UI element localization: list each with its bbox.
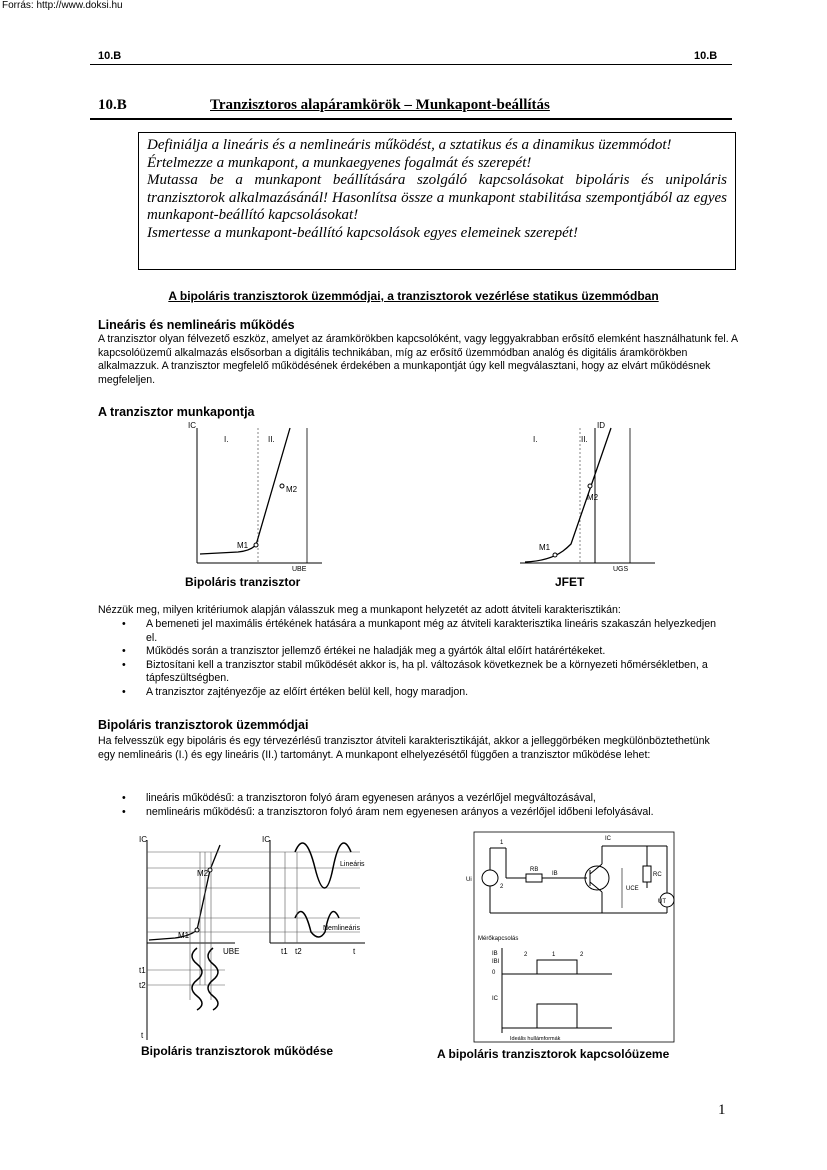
modes-item: • nemlineáris működésű: a tranzisztoron folyó áram nem egyenesen arányos a vezérlőjel időbeni lefolyásával. (98, 806, 758, 820)
sw-node1: 1 (500, 840, 504, 846)
sw-rc: RC (653, 872, 662, 878)
op-m2: M2 (197, 869, 209, 878)
operation-figure (135, 830, 375, 1045)
title-rule (90, 118, 732, 120)
op-t1: t1 (281, 947, 288, 956)
modes-text: Ha felvesszük egy bipoláris és egy térvezérlésű tranzisztor átviteli karakterisztikáját, akkor a jelleggörbéken megkülönböztethetünk egy nemlineáris (I.) és egy lineáris (II.) tartományt. A munkapont elhelyezésétől függően a tranzisztor működése lehet: (98, 735, 710, 761)
operation-caption: Bipoláris tranzisztorok működése (141, 1044, 334, 1058)
sw-ic: IC (605, 836, 611, 842)
sw-w-ic: IC (492, 996, 498, 1002)
bipolar-region2: II. (268, 435, 275, 444)
op-nonlinear: Nemlineáris (323, 925, 360, 932)
switching-figure (462, 828, 677, 1046)
sw-ui: Ui (466, 877, 472, 883)
workpoint-heading: A tranzisztor munkapontja (98, 405, 255, 419)
bipolar-x-label: UBE (292, 566, 307, 573)
op-t-axis: t (353, 947, 356, 956)
op-t1-left: t1 (139, 966, 146, 975)
jfet-m2: M2 (587, 493, 599, 502)
switching-caption: A bipoláris tranzisztorok kapcsolóüzeme (437, 1047, 670, 1061)
op-t-left: t (141, 1031, 144, 1040)
op-ic-right: IC (262, 835, 270, 844)
task-2: Értelmezze a munkapont, a munkaegyenes fogalmát és szerepét! (147, 154, 532, 171)
header-rule (90, 64, 732, 65)
section-title: A bipoláris tranzisztorok üzemmódjai, a tranzisztorok vezérlése statikus üzemmódban (168, 289, 659, 303)
criteria-intro: Nézzük meg, milyen kritériumok alapján válasszuk meg a munkapont helyzetét az adott átviteli karakterisztikán: (98, 604, 621, 616)
header-right: 10.B (694, 50, 718, 62)
sw-uce: UCE (626, 886, 639, 892)
op-t2-left: t2 (139, 981, 146, 990)
linear-text: A tranzisztor olyan félvezető eszköz, amelyet az áramkörökben kapcsolóként, vagy leggyakrabban erősítő elemként használhatunk fel. A kapcsolóüzemű alkalmazás elsősorban a digitális technikában, míg az erősítő üzemmódban analóg és digitális áramkörökben alkalmazzuk. A tranzisztor megfelelő működésének érdekében a munkapontját úgy kell megválasztani, hogy az elvárt működésnek megfeleljen. (98, 333, 738, 386)
sw-rb: RB (530, 867, 539, 873)
criteria-item: • Működés során a tranzisztor jellemző értékei ne haladják meg a gyártók által előírt határértékeket. (98, 645, 718, 659)
criteria-item: • A tranzisztor zajtényezője az előírt értéken belül kell, hogy maradjon. (98, 686, 718, 700)
op-linear: Lineáris (340, 861, 365, 868)
task-4: Ismertesse a munkapont-beállító kapcsolások egyes elemeinek szerepét! (147, 224, 578, 241)
jfet-y-label: ID (597, 421, 605, 430)
sw-node2: 2 (500, 884, 504, 890)
jfet-m1: M1 (539, 543, 551, 552)
bipolar-y-label: IC (188, 421, 196, 430)
bipolar-m1: M1 (237, 541, 249, 550)
header-left: 10.B (98, 50, 122, 62)
sw-w-1: 1 (552, 952, 556, 958)
bipolar-caption: Bipoláris tranzisztor (185, 575, 301, 589)
jfet-region1: I. (533, 435, 538, 444)
criteria-item: • A bemeneti jel maximális értékének hatására a munkapont még az átviteli karakterisztika lineáris szakaszán helyezkedjen el. (98, 618, 718, 645)
jfet-graph (515, 418, 665, 573)
sw-w-2b: 2 (580, 952, 584, 958)
sw-w-ibi: IBI (492, 959, 500, 965)
bipolar-region1: I. (224, 435, 229, 444)
linear-heading: Lineáris és nemlineáris működés (98, 318, 295, 332)
title-text: Tranzisztoros alapáramkörök – Munkapont-beállítás (210, 97, 550, 113)
task-box (138, 132, 736, 270)
jfet-x-label: UGS (613, 566, 629, 573)
modes-item: • lineáris működésű: a tranzisztoron folyó áram egyenesen arányos a vezérlőjel megváltozásával, (98, 792, 758, 806)
task-3: Mutassa be a munkapont beállítására szolgáló kapcsolásokat bipoláris és unipoláris tranzisztorok alkalmazásánál! Hasonlítsa össze a munkapont stabilitása szempontjából az egyes munkapont-beállító kapcsolásokat! (147, 172, 727, 224)
jfet-caption: JFET (555, 575, 585, 589)
modes-list (98, 792, 758, 819)
op-ube: UBE (223, 947, 240, 956)
sw-w-ib: IB (492, 951, 498, 957)
sw-ib: IB (552, 871, 558, 877)
bipolar-m2: M2 (286, 485, 298, 494)
sw-w-zero: 0 (492, 970, 496, 976)
op-m1: M1 (178, 931, 190, 940)
op-ic-left: IC (139, 835, 147, 844)
sw-measure: Mérőkapcsolás (478, 936, 519, 942)
sw-ut: UT (658, 899, 666, 905)
title-code: 10.B (98, 97, 127, 113)
jfet-region2: II. (581, 435, 588, 444)
page-number: 1 (718, 1102, 726, 1118)
task-1: Definiálja a lineáris és a nemlineáris működést, a sztatikus és a dinamikus üzemmódot! (147, 137, 672, 153)
op-t2: t2 (295, 947, 302, 956)
modes-heading: Bipoláris tranzisztorok üzemmódjai (98, 718, 309, 732)
bipolar-graph (180, 418, 330, 573)
sw-ideal: Ideális hullámformák (510, 1036, 561, 1042)
criteria-item: • Biztosítani kell a tranzisztor stabil működését akkor is, ha pl. változások következnek be a környezeti hőmérsékletben, a tápfeszültségben. (98, 659, 718, 686)
sw-w-2a: 2 (524, 952, 528, 958)
criteria-list (98, 618, 718, 700)
source-label: Forrás: http://www.doksi.hu (2, 0, 123, 11)
